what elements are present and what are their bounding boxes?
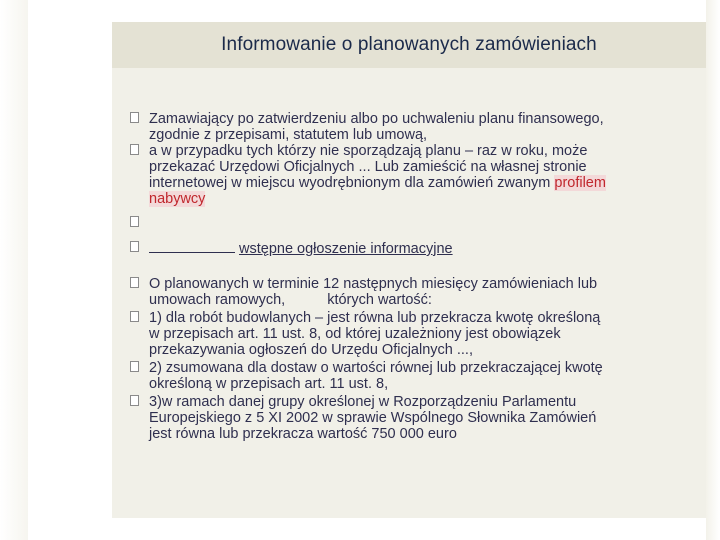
item-line: zgodnie z przepisami, statutem lub umową, <box>149 127 428 143</box>
item-line: przekazać Urzędowi Oficjalnych ... Lub zamieścić na własnej stronie <box>149 159 587 175</box>
item-line: Europejskiego z 5 XI 2002 w sprawie Wspólnego Słownika Zamówień <box>149 410 597 426</box>
list-item <box>130 240 700 257</box>
item-text: internetowej w miejscu wyodrębnionym dla zamówień zwanym <box>149 175 555 191</box>
item-text: umowach ramowych, <box>149 292 286 308</box>
item-line <box>149 175 700 191</box>
blank-line <box>149 240 235 253</box>
item-line: przekazywania ogłoszeń do Urzędu Oficjalnych ..., <box>149 342 473 358</box>
bullet-box-icon <box>130 112 139 123</box>
bullet-box-icon <box>130 144 139 155</box>
list-item <box>130 310 700 358</box>
item-line: O planowanych w terminie 12 następnych miesięcy zamówieniach lub <box>149 276 598 292</box>
list-item <box>130 143 700 207</box>
underlined-heading: wstępne ogłoszenie informacyjne <box>239 241 453 257</box>
item-line <box>149 292 700 308</box>
bullet-box-icon <box>130 216 139 227</box>
slide-title: Informowanie o planowanych zamówieniach <box>221 34 597 55</box>
item-line <box>149 191 700 207</box>
item-line: 1) dla robót budowlanych – jest równa lub przekracza kwotę określoną <box>149 310 601 326</box>
bullet-box-icon <box>130 395 139 406</box>
item-line: 3)w ramach danej grupy określonej w Rozporządzeniu Parlamentu <box>149 394 577 410</box>
list-item <box>130 394 700 442</box>
bullet-box-icon <box>130 277 139 288</box>
bullet-box-icon <box>130 311 139 322</box>
bullet-box-icon <box>130 241 139 252</box>
slide-frame-right <box>706 0 720 540</box>
item-line: w przepisach art. 11 ust. 8, od której uzależniony jest obowiązek <box>149 326 561 342</box>
item-line: jest równa lub przekracza wartość 750 000 euro <box>149 426 457 442</box>
list-item <box>130 276 700 308</box>
item-line: 2) zsumowana dla dostaw o wartości równej lub przekraczającej kwotę <box>149 360 603 376</box>
highlighted-term: nabywcy <box>149 191 206 207</box>
bullet-list <box>130 111 700 442</box>
list-item-empty <box>130 215 700 231</box>
list-item <box>130 360 700 392</box>
item-line: określoną w przepisach art. 11 ust. 8, <box>149 376 389 392</box>
list-item <box>130 111 700 143</box>
highlighted-term: profilem <box>554 175 606 191</box>
slide-frame-left <box>0 0 28 540</box>
item-line <box>149 240 700 257</box>
item-line: Zamawiający po zatwierdzeniu albo po uchwaleniu planu finansowego, <box>149 111 604 127</box>
bullet-box-icon <box>130 361 139 372</box>
item-text: których wartość: <box>327 292 432 308</box>
item-line: a w przypadku tych którzy nie sporządzają planu – raz w roku, może <box>149 143 588 159</box>
